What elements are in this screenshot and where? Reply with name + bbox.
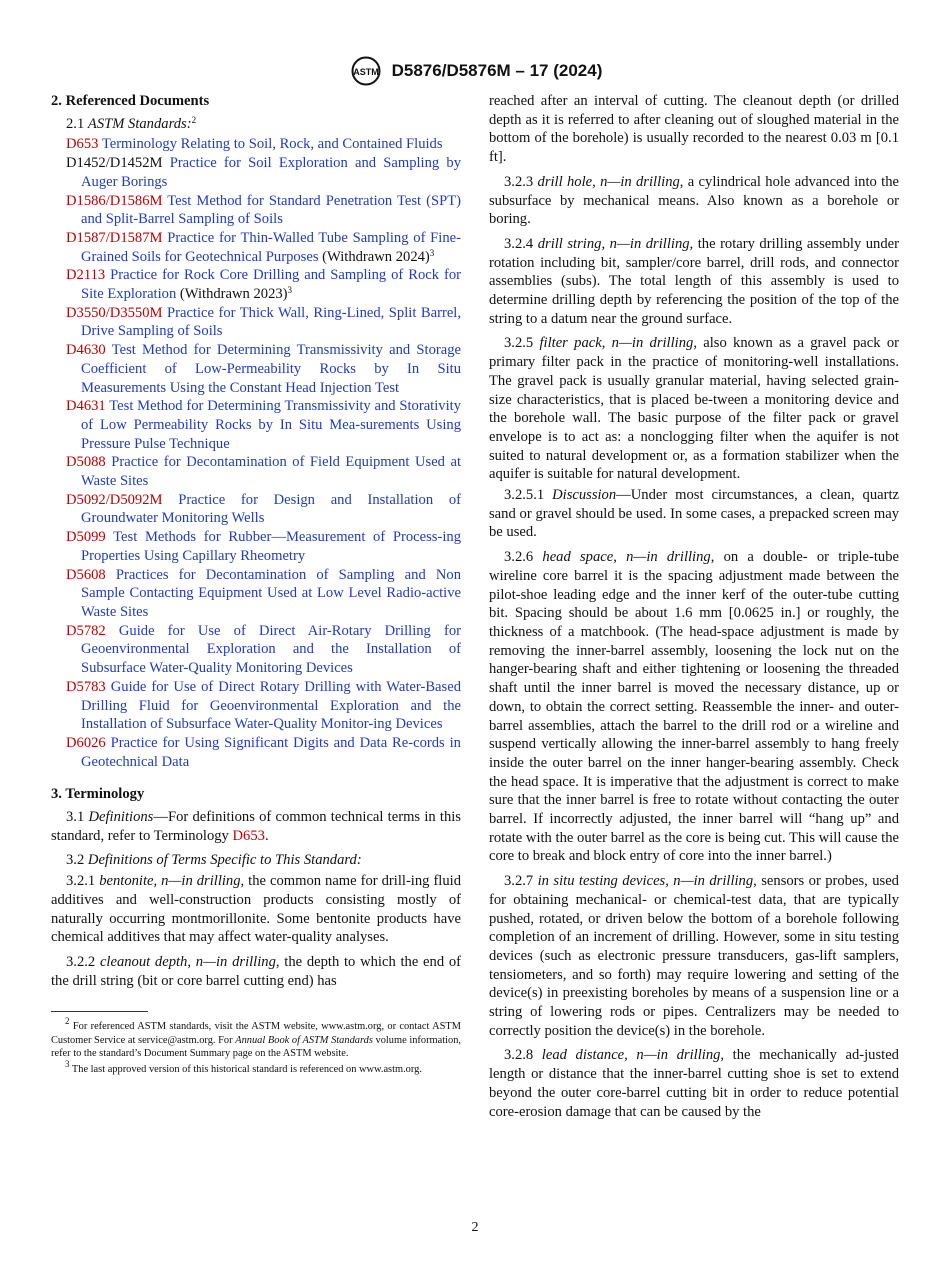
reference-item [51,135,461,154]
reference-item [51,304,461,341]
reference-code-link[interactable]: D5608 [66,566,106,583]
reference-code-link[interactable]: D1452/D1452M [66,155,163,172]
reference-item [51,734,461,771]
para-3-2-2: 3.2.2 cleanout depth, n—in drilling, the depth to which the end of the drill string (bit or core barrel cutting end) has [51,953,462,989]
reference-item [51,453,461,490]
reference-code-link[interactable]: D5088 [66,454,106,471]
left-column [51,92,461,1078]
reference-title-link[interactable]: Guide for Use of Direct Rotary Drilling with Water-Based Drilling Fluid for Geoenvironmental Exploration and the Installation of Subsurface Water-Quality Monitor-ing Devices [81,678,461,733]
reference-item [51,397,461,453]
reference-title-link[interactable]: Practice for Using Significant Digits and Data Re-cords in Geotechnical Data [81,734,461,770]
para-3-2-1: 3.2.1 bentonite, n—in drilling, the common name for drill-ing fluid additives and well-construction products consisting mostly of naturally occurring montmorillonite. Some bentonite products have chemical additives that may affect water-quality analyses. [51,873,462,946]
reference-item [51,154,461,191]
withdrawn-note: (Withdrawn 2023) [179,286,288,303]
reference-code-link[interactable]: D4631 [66,398,106,415]
reference-title-link[interactable]: Test Method for Determining Transmissivity and Storativity of Low Permeability Rocks by In Situ Mea-surements Using Pressure Pulse Technique [81,398,461,452]
reference-title-link[interactable]: Practice for Thick Wall, Ring-Lined, Split Barrel, Drive Sampling of Soils [81,304,462,340]
para-3-2-2-continued: reached after an interval of cutting. The cleanout depth (or drilled depth as it is referred to after cleaning out of sloughed material in the bottom of the borehole) is usually recorded to the nearest 0.03 m [0.1 ft]. [489,93,899,166]
para-3-1: 3.1 Definitions—For definitions of common technical terms in this standard, refer to Terminology D653. [51,809,461,844]
para-3-2-8: 3.2.8 lead distance, n—in drilling, the mechanically ad-justed length or distance that the inner-barrel cutting shoe is set to extend beyond the outer core-barrel cutting bit in order to reduce potential core-erosion damage that can be caused by the [489,1047,899,1120]
para-3-2: 3.2 Definitions of Terms Specific to This Standard: [66,852,362,869]
reference-item [51,566,461,622]
reference-title-link[interactable]: Practice for Soil Exploration and Sampling by Auger Borings [81,155,461,190]
reference-item [51,622,461,678]
reference-title-link[interactable]: Practice for Rock Core Drilling and Sampling of Rock for Site Exploration [81,267,461,303]
section-3-heading: 3. Terminology [51,786,145,803]
reference-title-link[interactable]: Test Method for Determining Transmissivity and Storage Coefficient of Low-Permeability Rocks by In Situ Measurements Using the Constant Head Injection Test [81,342,461,396]
reference-code-link[interactable]: D5099 [66,529,106,546]
withdrawn-note: (Withdrawn 2024) [322,248,430,265]
para-3-2-5: 3.2.5 filter pack, n—in drilling, also known as a gravel pack or primary filter pack in the practice of monitoring-well installations. The gravel pack is usually granular material, having selected grain-size characteristics, that is placed be-tween a monitoring device and the borehole wall. The basic purpose of the filter pack or gravel envelope is to act as: a nonclogging filter when the aquifer is not suited to natural development or, as a formation stabilizer when the aquifer is suitable for natural development. [489,335,899,483]
reference-code-link[interactable]: D653 [66,136,99,153]
reference-list [51,135,461,771]
reference-code-link[interactable]: D5783 [66,678,106,695]
astm-standards-label: 2.1 ASTM Standards:$^2$ [66,114,197,132]
reference-title-link[interactable]: Practices for Decontamination of Sampling and Non Sample Contacting Equipment Used at Low Level Radio-active Waste Sites [81,566,461,620]
reference-code-link[interactable]: D6026 [66,734,106,751]
reference-item [51,528,461,565]
reference-code-link[interactable]: D1586/D1586M [66,192,163,209]
astm-logo-icon [348,56,384,86]
footnote-divider [51,1011,148,1012]
reference-title-link[interactable]: Practice for Design and Installation of Groundwater Monitoring Wells [81,491,461,527]
page-header [0,56,950,86]
footnote-ref: 3 [287,285,293,296]
reference-title-link[interactable]: Practice for Decontamination of Field Equipment Used at Waste Sites [81,454,461,490]
page-number: 2 [471,1220,479,1235]
reference-item [51,192,461,229]
right-column [489,92,899,1123]
reference-code-link[interactable]: D2113 [66,267,106,284]
svg-text:ASTM: ASTM [352,67,379,77]
reference-code-link[interactable]: D1587/D1587M [66,229,163,246]
para-3-2-7: 3.2.7 in situ testing devices, n—in drilling, sensors or probes, used for obtaining mechanical- or chemical-test data, that are typically pushed, rotated, or driven below the bottom of a borehole following completion of an increment of drilling. However, some in situ testing devices (such as electronic pressure transducers, gas-lift samplers, tensiometers, and so forth) may require lowering and setting of the device(s) in preexisting boreholes by means of a suspension line or a string of lowering rods or pipes. Centralizers may be needed to correctly position the device(s) in the borehole. [489,873,899,1039]
reference-code-link[interactable]: D5782 [66,622,106,639]
para-3-2-5-1: 3.2.5.1 Discussion—Under most circumstances, a clean, quartz sand or gravel should be used. In some cases, a prepacked screen may be used. [489,487,899,541]
para-3-2-6: 3.2.6 head space, n—in drilling, on a double- or triple-tube wireline core barrel it is the spacing adjustment made between the pilot-shoe leading edge and the inner kerf of the outer-tube cutting bit. Spacing should be about 1.6 mm [0.0625 in.] or roughly, the thickness of a matchbook. (The head-space adjustment is made by removing the inner-barrel assembly, loosening the lock nut on the hanger-bearing shaft and either tightening or loosening the threaded shaft until the inner barrel is moved the necessary distance, up or down, to obtain the correct setting. Reassemble the inner- and outer-barrel assemblies, attach the barrel to the drill rod or a wireline and suspend vertically allowing the inner-barrel assembly to hang freely inside the outer barrel on the inner hanger-bearing assembly. Check the head space. It is imperative that the adjustment is correct to make sure that the inner barrel is free to rotate without contacting the outer barrel. If incorrectly adjusted, the inner barrel will “hang up” and rotate with the outer barrel as the core is being cut. This will cause the core to break and block entry of core into the inner barrel.) [489,549,899,865]
section-2-heading: 2. Referenced Documents [51,93,210,109]
footnote-3: $^3$ The last approved version of this historical standard is referenced on www.astm.org. [65,1058,422,1075]
reference-item [51,341,461,397]
reference-title-link[interactable]: Test Method for Standard Penetration Test (SPT) and Split-Barrel Sampling of Soils [81,192,461,228]
document-title: D5876/D5876M – 17 (2024) [391,61,603,80]
reference-code-link[interactable]: D4630 [66,342,106,359]
reference-title-link[interactable]: Guide for Use of Direct Air-Rotary Drilling for Geoenvironmental Exploration and the Installation of Subsurface Water-Quality Monitoring Devices [81,622,461,677]
reference-item [51,229,461,266]
para-3-2-3: 3.2.3 drill hole, n—in drilling, a cylindrical hole advanced into the subsurface by mechanical means. Also known as a borehole or boring. [489,173,899,228]
reference-title-link[interactable]: Practice for Thin-Walled Tube Sampling of Fine-Grained Soils for Geotechnical Purposes [81,229,461,265]
reference-item [51,266,461,303]
d653-link[interactable]: D653 [232,827,265,844]
reference-title-link[interactable]: Terminology Relating to Soil, Rock, and Contained Fluids [101,136,443,153]
footnote-ref: 3 [429,247,435,258]
reference-item [51,678,461,734]
para-3-2-4: 3.2.4 drill string, n—in drilling, the rotary drilling assembly under rotation including bit, sampler/core barrel, drill rods, and connector assemblies (subs). The total length of this assembly is used to determine drilling depth by referencing the position of the top of the string to a datum near the ground surface. [489,235,899,327]
reference-item [51,491,461,528]
reference-code-link[interactable]: D3550/D3550M [66,304,163,321]
footnote-2: $^2$ For referenced ASTM standards, visit the ASTM website, www.astm.org, or contact ASTM Customer Service at service@astm.org. For Annual Book of ASTM Standards volume information, refer to the standard’s Document Summary page on the ASTM website. [51,1016,461,1060]
reference-code-link[interactable]: D5092/D5092M [66,491,163,508]
reference-title-link[interactable]: Test Methods for Rubber—Measurement of Process-ing Properties Using Capillary Rheometry [81,529,461,564]
